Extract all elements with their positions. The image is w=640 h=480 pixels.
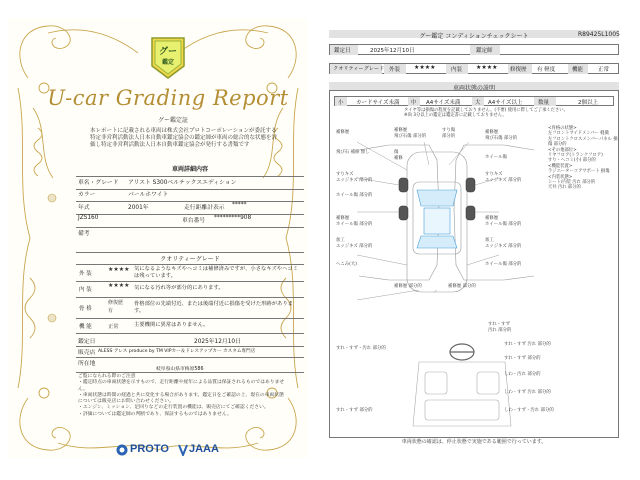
vehicle-year-value: 2001年	[128, 205, 149, 211]
grade-exterior-label: 外装	[389, 67, 401, 73]
mileage-value: *****	[232, 202, 247, 208]
sheet-id: R89425L1005	[578, 31, 620, 38]
vehicle-color-value: パールホワイト	[128, 192, 169, 198]
damage-label-door-right: すりキズ エッジキズ 部分的	[485, 172, 522, 183]
grade-function-label: 機能	[572, 67, 584, 73]
certificate-intro: 本レポートに記載される車両は株式会社プロトコーポレーションが委託する特定非営利活動法人日本自動車鑑定協会の鑑定師が車両の総合的な状態を評価し特定非営利活動法人日本自動車鑑定協会が発行する書類です	[90, 128, 278, 149]
legend-large-value: A4サイズ以上	[488, 100, 523, 106]
damage-label-dent-large: へこみ(大)	[336, 262, 357, 267]
damage-label-hood-left: 飛び石 補修 無し	[336, 150, 370, 155]
sheet-inspector-label: 鑑定師	[476, 48, 493, 54]
legend-small-value: カードサイズ未満	[356, 100, 400, 106]
quality-frame-severity: 有	[108, 308, 114, 314]
jaaa-logo-text: JAAA	[189, 443, 219, 455]
damage-label-trunk: 補修歴 部分的	[448, 284, 476, 289]
grading-certificate	[8, 18, 308, 458]
sheet-title: グー鑑定 コンディションチェックシート	[419, 33, 529, 40]
quality-interior-stars: ★★★★	[108, 282, 130, 289]
damage-label-wheel-fl: ホイール傷 部分的	[336, 193, 373, 198]
sheet-date-value: 2025年12月10日	[370, 48, 415, 54]
grade-repair-value: 有 軽度	[537, 67, 556, 73]
shop-label: 販売店	[78, 350, 96, 356]
diagram-note: タイヤ等は損傷の程度を記載しておりません。(不要) 使用に際してご了承ください。 ※尚 3分以上の鑑定は鑑定書に記載しておりません。	[404, 108, 568, 119]
footer-logos	[116, 442, 226, 458]
proto-logo-icon	[116, 444, 128, 456]
shop-value: ALESS アレス produce by TM VIPカー＆ドレスアップカー カスタム専門店	[98, 349, 256, 354]
other-parts-note-1: リヤフロア(トランクフロア)	[548, 153, 603, 159]
damage-label-rocker-right: 加工 エッジキズ 部分的	[485, 238, 522, 249]
mileage-label: 走行距離計表示	[184, 205, 225, 211]
grade-interior-value: ★★★★	[476, 64, 498, 71]
quality-interior-label: 内 装	[79, 287, 92, 293]
damage-label-front: 補修歴 飛び石傷 部分的	[394, 128, 427, 139]
quality-exterior-row	[76, 264, 304, 282]
damage-label-rear-left: 補修歴 ホイール傷 部分的	[336, 216, 373, 227]
interior-label-rear: しわ・すず・汚れ 部分的	[504, 408, 554, 413]
vehicle-notes-label: 備考	[78, 231, 90, 237]
quality-section-heading: クオリティーグレード	[160, 256, 220, 263]
interior-label-dash: すれ・すず 汚れ 部分的	[488, 322, 512, 333]
vehicle-color-row	[76, 189, 304, 202]
frame-notes	[548, 126, 618, 191]
vehicle-notes-row	[76, 228, 304, 253]
damage-label-wheel-rr: ホイール傷 部分的	[485, 262, 522, 267]
frame-note-heading: <骨格の状態>	[548, 126, 577, 131]
chassis-label: 車台番号	[182, 218, 206, 224]
interior-label-seat-3: しわ・すず 汚れ 部分的	[504, 390, 551, 395]
quality-exterior-stars: ★★★★	[108, 266, 130, 273]
damage-label-front-right: すり傷 部分的	[442, 128, 456, 139]
quality-interior-desc: 気になる汚れ等が部分的にあります。	[134, 285, 224, 291]
legend-medium-value: A4サイズ未満	[426, 100, 461, 106]
condition-title: 車両状態の説明	[452, 85, 495, 92]
proto-logo-text: PROTO	[130, 443, 169, 455]
damage-label-rear-bumper: 補修歴 部分的	[394, 284, 422, 289]
damage-label-front-left: 補修歴	[336, 130, 350, 135]
appraisal-date-value: 2025年12月10日	[194, 339, 241, 345]
caution-note-4: ・評価については鑑定師の判断であり、保証するものではありません。	[78, 411, 232, 417]
damage-label-rocker-left: 加工 エッジキズ 部分的	[336, 238, 373, 249]
other-parts-note-2: すり・ヘコミ(小) 部分的	[548, 158, 596, 164]
certificate-subtitle: グー鑑定証	[157, 117, 188, 124]
function-note: ラジエーターコアサポート 損傷	[548, 169, 610, 175]
damage-label-fender-left: すりキズ エッジキズ 部分的	[336, 172, 373, 183]
interior-label-right-front: すれ・すず 汚れ 部分的	[504, 342, 551, 347]
vehicle-grade-row	[76, 176, 304, 190]
interior-note-1: シート/内装 汚れ 部分的	[548, 180, 596, 186]
quality-function-value: 正常	[108, 324, 119, 330]
legend-large-label: 大	[475, 100, 481, 106]
appraisal-date-label: 鑑定日	[78, 339, 96, 345]
interior-label-rear-left: すれ・すず 部分的	[336, 408, 373, 413]
address-value: 岐阜県山県市梅原586	[156, 367, 204, 372]
svg-text:グー: グー	[158, 47, 178, 57]
quality-function-row	[76, 319, 304, 334]
interior-note-2: 天井 汚れ 部分的	[548, 185, 581, 191]
grade-function-value: 正常	[598, 67, 610, 73]
vehicle-model-row	[76, 215, 304, 228]
legend-count-label: 数量	[538, 100, 550, 106]
jaaa-logo-icon	[178, 444, 188, 456]
quality-exterior-desc: 気になるようなキズやヘコミは補修済みですが、小さなキズやヘコミは残っています。	[134, 266, 298, 279]
chassis-value: *********908	[214, 215, 252, 221]
caution-notes	[78, 374, 288, 418]
quality-exterior-label: 外 装	[79, 271, 92, 277]
vehicle-grade-value: アリスト S300ベルテックスエディション	[128, 180, 237, 186]
frame-note-2: 左フロントクロスメンバーパネル 損傷 部分的	[548, 136, 618, 148]
quality-function-label: 機 能	[79, 324, 92, 330]
vehicle-year-label: 年式	[78, 205, 90, 211]
sheet-grade-label: クオリティーグレード	[333, 66, 385, 72]
damage-label-rear-right: 補修歴 ホイール傷 部分的	[485, 216, 522, 227]
caution-heading: ご覧になられる際のご注意	[78, 374, 136, 379]
quality-frame-row	[76, 298, 304, 319]
quality-function-desc: 主要機関に異常はありません。	[134, 322, 209, 328]
damage-label-wheel-fr: ホイール傷	[485, 155, 507, 160]
legend-count-value: 2個以上	[578, 100, 598, 106]
grade-repair-label: 修復歴	[510, 67, 527, 73]
caution-note-1: ・鑑定時点の車両状態を示すもので、走行距離や経年による品質は保証されるものではありません。	[78, 380, 285, 392]
goo-appraisal-badge	[150, 36, 186, 80]
legend-medium-label: 中	[411, 100, 417, 106]
interior-label-left-front: すれ・すず・汚れ 部分的	[336, 346, 386, 351]
quality-frame-stars: 修復歴	[108, 300, 124, 306]
quality-frame-desc: 骨格部位の先端付近、または後端付近に損傷を受けた形跡があります。	[134, 301, 293, 314]
address-row	[76, 358, 304, 373]
grade-interior-label: 内装	[451, 67, 463, 73]
address-label: 所在地	[78, 361, 96, 367]
appraisal-date-row	[76, 336, 304, 347]
sheet-footer: 車両状態の確認は、停止状態で実施である範囲で行っています。	[401, 439, 547, 445]
damage-label-hood: 傷 補修	[394, 150, 403, 161]
caution-note-2: ・車両状態は時間の経過と共に変化する場合があります。鑑定日をご確認の上、現在の車両状態については販売店にお問い合わせください。	[78, 392, 284, 405]
vehicle-model-code: JZS160	[78, 215, 99, 221]
interior-label-seat-2: しわ・汚れ 部分的	[504, 372, 541, 377]
svg-text:鑑定: 鑑定	[161, 59, 175, 66]
frame-note-1: 左フロントサイドメンバー 軽微	[548, 131, 609, 137]
quality-frame-label: 骨 格	[79, 306, 92, 312]
other-parts-heading: <その他部位>	[548, 147, 577, 153]
quality-interior-row	[76, 281, 304, 298]
grade-exterior-value: ★★★★	[414, 64, 436, 71]
interior-heading: <内装状態>	[548, 174, 573, 180]
vehicle-section-heading: 車両詳細内容	[171, 166, 208, 173]
function-heading: <機能装置>	[548, 163, 573, 169]
shop-row	[76, 347, 304, 358]
certificate-title: U-car Grading Report	[47, 86, 289, 110]
vehicle-grade-label: 車名・グレード	[78, 180, 119, 186]
interior-label-seat-1: すれ・すず 部分的	[504, 356, 541, 361]
damage-label-fender-right: 補修歴 飛び石傷 部分的	[485, 130, 518, 141]
vehicle-color-label: カラー	[78, 192, 96, 198]
sheet-date-label: 鑑定日	[334, 48, 351, 54]
vehicle-year-row	[76, 202, 304, 215]
legend-small-label: 小	[338, 100, 344, 106]
caution-note-3: ・エンジン、ミッション、足回りなどの走行装置の機能は、販売店にてご確認ください。	[78, 405, 269, 411]
